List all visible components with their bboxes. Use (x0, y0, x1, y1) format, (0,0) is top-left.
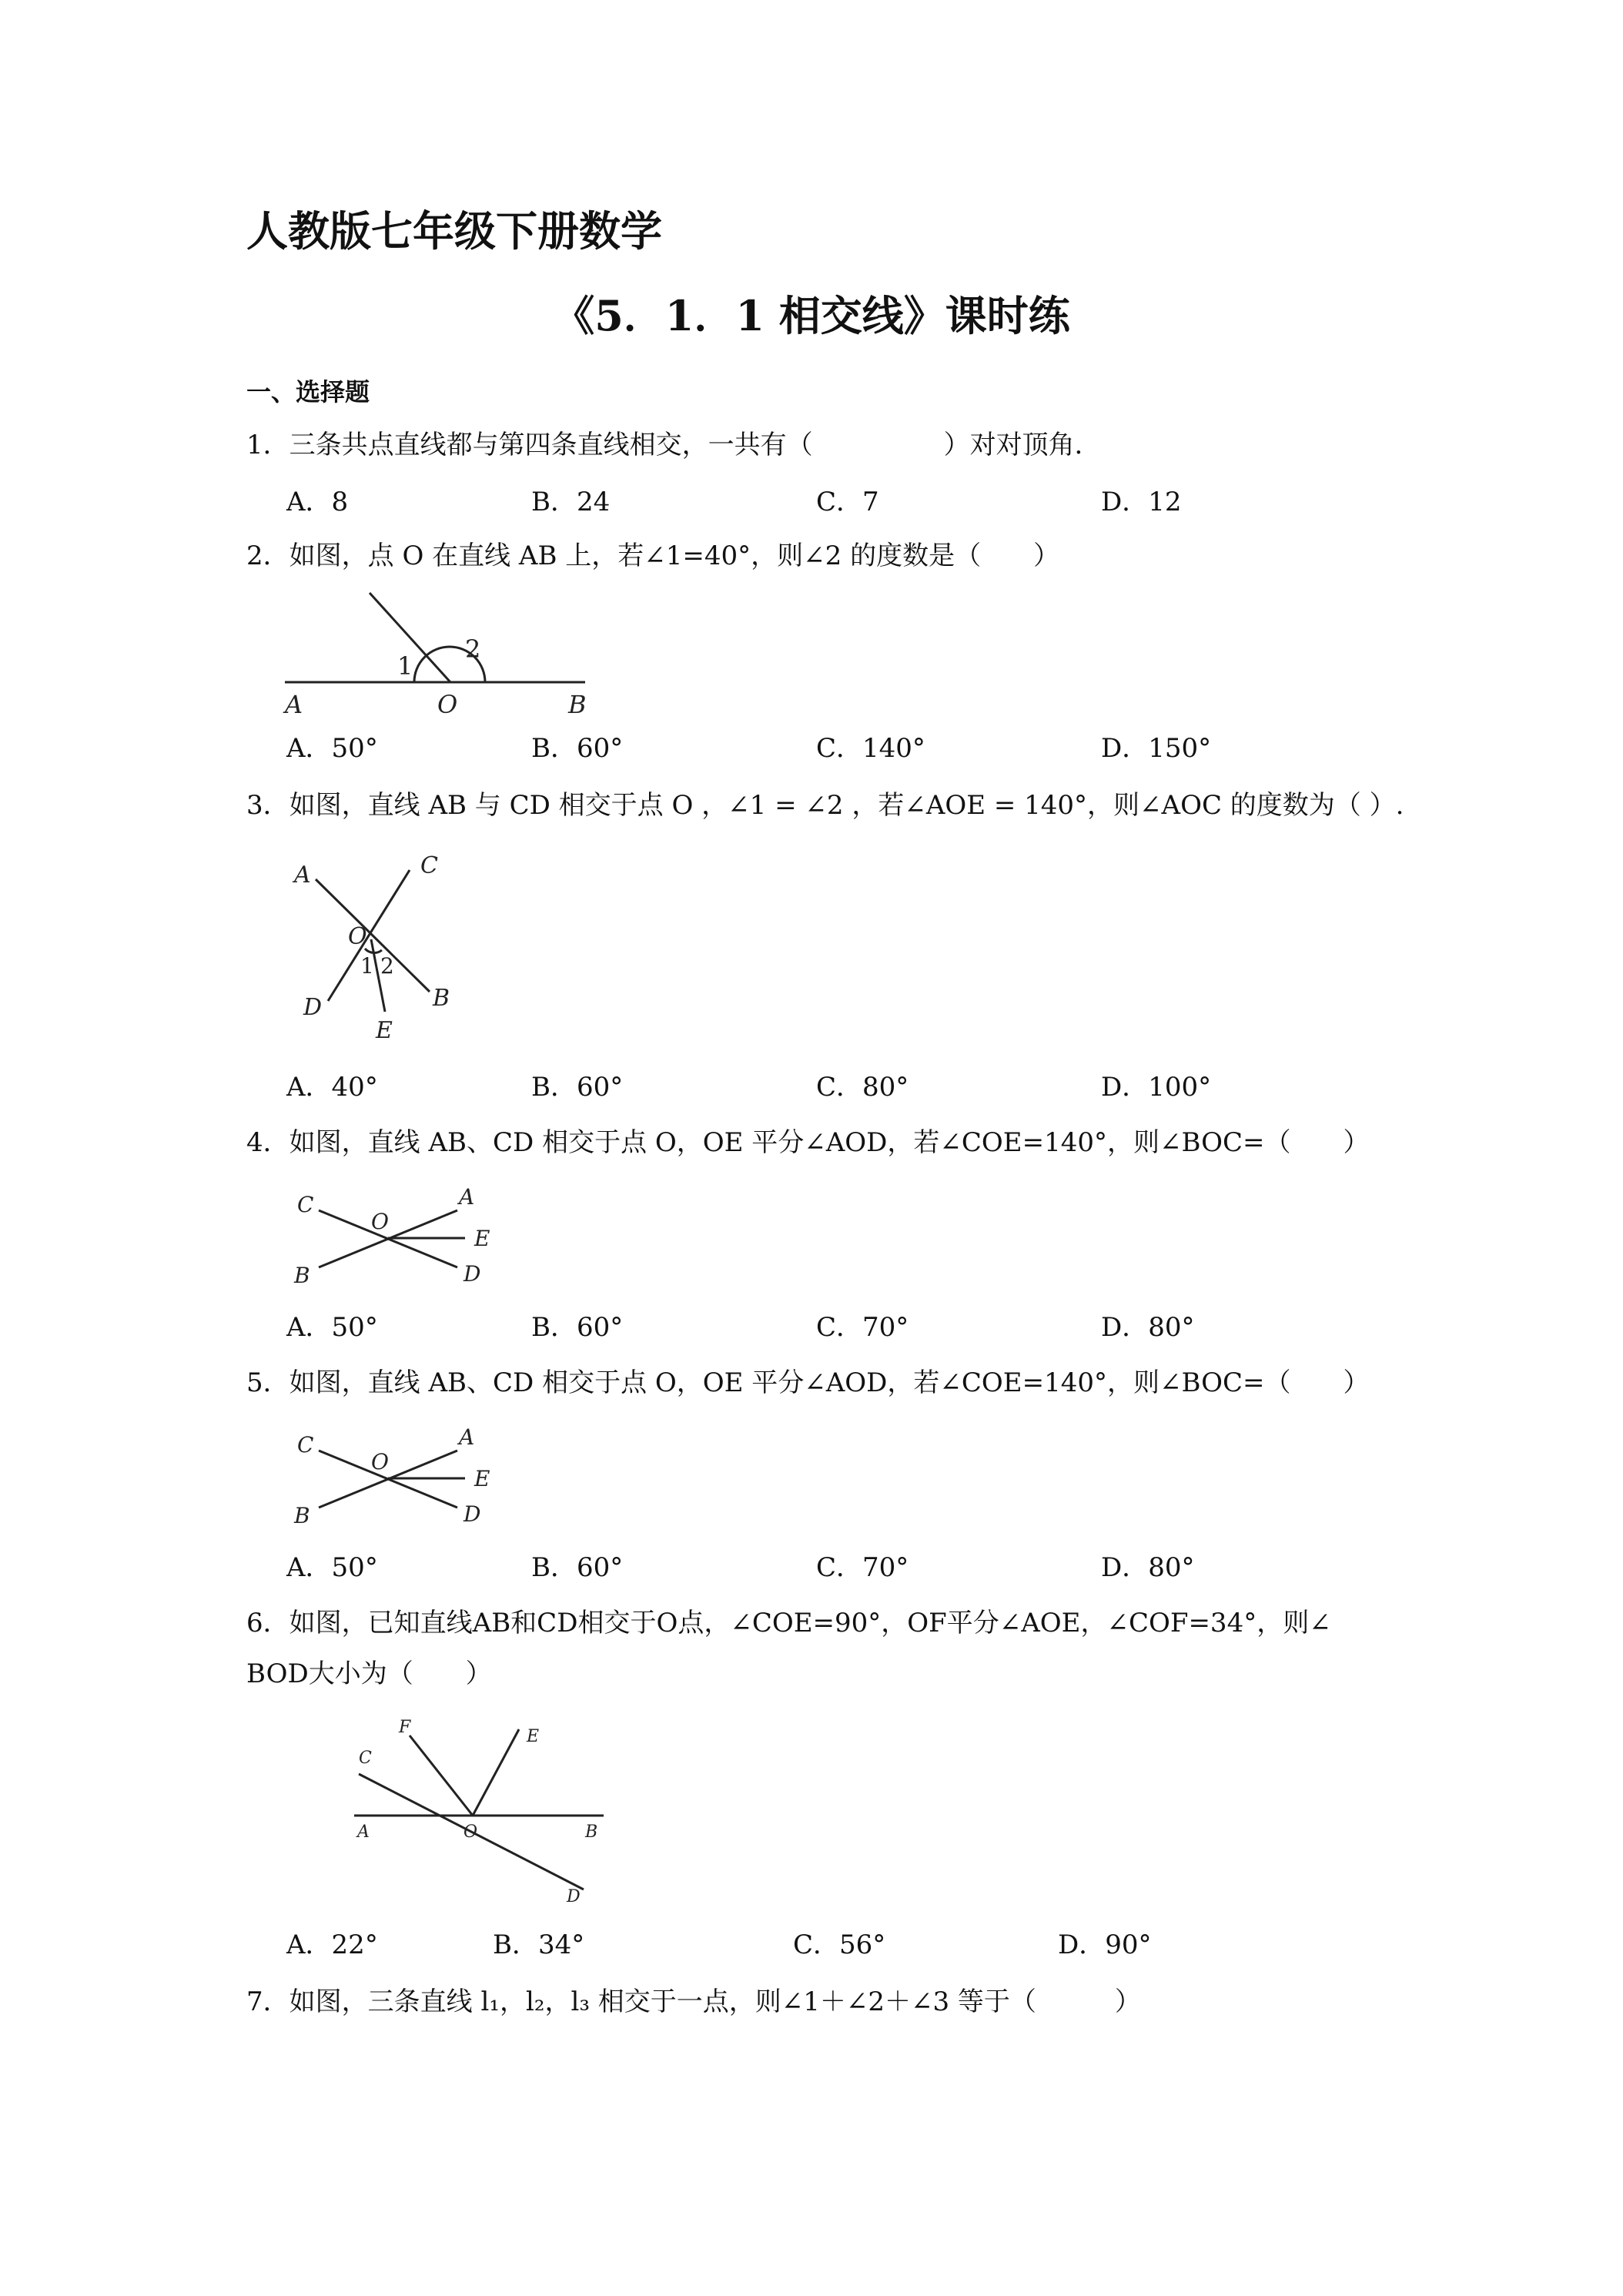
option-d: D．150° (1101, 733, 1212, 764)
option-c: C．56° (793, 1930, 886, 1960)
label-b: B (433, 985, 450, 1012)
question-text: 如图，点 O 在直线 AB 上，若∠1=40°，则∠2 的度数是（ ） (289, 541, 1060, 571)
option-d: D．80° (1101, 1552, 1195, 1583)
option-b: B．60° (531, 1312, 624, 1343)
label-d: D (567, 1887, 581, 1906)
option-a: A．22° (286, 1930, 378, 1960)
figure-q2 (277, 585, 601, 724)
ray-oe (473, 1729, 519, 1816)
question-number: 2． (246, 541, 289, 571)
section-heading: 一、选择题 (246, 377, 370, 407)
question-text: 如图，直线 AB、CD 相交于点 O，OE 平分∠AOD，若∠COE=140°，则∠BOC=（ ） (289, 1367, 1370, 1398)
label-a: A (357, 1822, 370, 1842)
label-o: O (371, 1209, 389, 1234)
question-number: 1． (246, 430, 289, 460)
question-number: 3． (246, 790, 289, 821)
label-o: O (371, 1449, 389, 1474)
option-b: B．60° (531, 1552, 624, 1583)
question-6 (246, 1606, 1331, 1640)
option-c: C．7 (816, 487, 879, 517)
question-1 (246, 428, 1101, 462)
label-angle-1: 1 (360, 953, 374, 979)
label-c: C (297, 1432, 314, 1458)
label-b: B (294, 1263, 310, 1288)
question-text: 如图，直线 AB 与 CD 相交于点 O ，∠1 = ∠2 ，若∠AOE = 140°，则∠AOC 的度数为（ ）. (289, 790, 1404, 821)
question-3 (246, 788, 1404, 822)
label-d: D (303, 994, 323, 1021)
label-o: O (463, 1822, 478, 1842)
label-e: E (527, 1727, 540, 1746)
label-c: C (297, 1192, 314, 1217)
option-a: A．50° (286, 1552, 378, 1583)
question-text: 如图，三条直线 l₁，l₂，l₃ 相交于一点，则∠1＋∠2＋∠3 等于（ ） (289, 1986, 1141, 2017)
label-f: F (399, 1718, 411, 1737)
label-c: C (420, 852, 438, 879)
option-b: B．60° (531, 733, 624, 764)
option-b: B．34° (493, 1930, 585, 1960)
label-o: O (437, 690, 458, 719)
option-b: B．24 (531, 487, 611, 517)
question-4 (246, 1126, 1370, 1160)
label-a: A (294, 862, 311, 889)
question-number: 5． (246, 1367, 289, 1398)
label-angle-2: 2 (465, 634, 481, 664)
question-text: 如图，直线 AB、CD 相交于点 O，OE 平分∠AOD，若∠COE=140°，则∠BOC=（ ） (289, 1127, 1370, 1158)
label-o: O (348, 923, 367, 950)
figure-q5 (285, 1418, 508, 1534)
page-title: 人教版七年级下册数学 (246, 206, 662, 256)
option-c: C．70° (816, 1552, 909, 1583)
label-b: B (568, 690, 587, 719)
figure-q6 (339, 1709, 624, 1909)
question-number: 6． (246, 1608, 289, 1638)
option-a: A．40° (286, 1072, 378, 1103)
question-number: 4． (246, 1127, 289, 1158)
label-e: E (376, 1017, 393, 1044)
figure-q3 (285, 847, 470, 1047)
label-b: B (585, 1822, 598, 1842)
figure-q4 (285, 1178, 508, 1294)
option-d: D．90° (1058, 1930, 1152, 1960)
option-c: C．140° (816, 733, 925, 764)
label-b: B (294, 1503, 310, 1528)
option-c: C．80° (816, 1072, 909, 1103)
question-5 (246, 1366, 1370, 1400)
question-text: 如图，已知直线AB和CD相交于O点，∠COE=90°，OF平分∠AOE，∠COF=34°，则∠ (289, 1608, 1331, 1638)
label-angle-2: 2 (380, 953, 394, 979)
page-subtitle: 《5．1．1 相交线》课时练 (553, 291, 1070, 340)
label-d: D (463, 1261, 481, 1287)
question-6-continued: BOD大小为（ ） (246, 1658, 492, 1689)
option-d: D．12 (1101, 487, 1182, 517)
question-7 (246, 1985, 1141, 2019)
question-text: 三条共点直线都与第四条直线相交，一共有（ ）对对顶角． (289, 430, 1101, 460)
option-a: A．50° (286, 1312, 378, 1343)
option-d: D．100° (1101, 1072, 1212, 1103)
label-e: E (474, 1226, 490, 1251)
label-d: D (463, 1501, 481, 1527)
option-d: D．80° (1101, 1312, 1195, 1343)
option-a: A．8 (286, 487, 349, 517)
option-c: C．70° (816, 1312, 909, 1343)
label-c: C (359, 1749, 372, 1768)
label-a: A (459, 1184, 475, 1210)
line-cd (328, 870, 410, 1001)
option-b: B．60° (531, 1072, 624, 1103)
option-a: A．50° (286, 733, 378, 764)
label-a: A (459, 1424, 475, 1450)
label-e: E (474, 1466, 490, 1491)
question-2 (246, 539, 1059, 573)
ray-of (410, 1735, 473, 1816)
question-number: 7． (246, 1986, 289, 2017)
label-a: A (285, 690, 303, 719)
label-angle-1: 1 (397, 651, 413, 681)
